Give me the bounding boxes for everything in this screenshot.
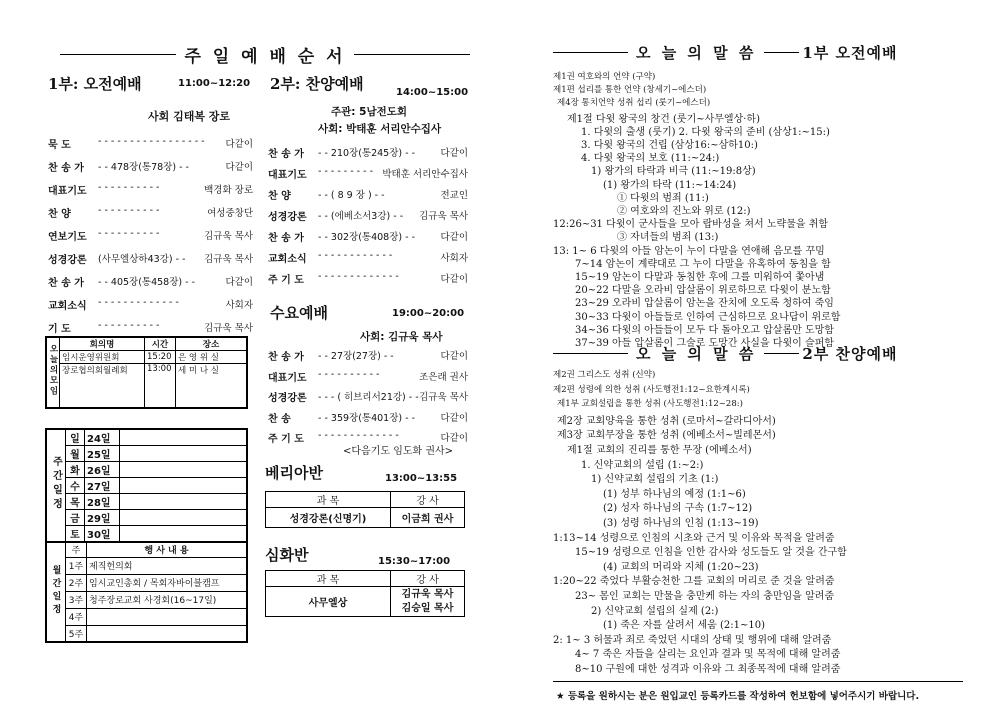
sermon-line: (1) 성부 하나님의 예정 (1:1~6) (603, 488, 746, 500)
weekly-date: 28일 (85, 494, 120, 510)
monthly-header-content: 행 사 내 용 (87, 542, 248, 557)
service2-time: 14:00~15:00 (396, 87, 469, 98)
program-item (48, 205, 253, 220)
program-item-label: 찬 송 가 (268, 233, 304, 244)
program-item-dots: - - - - - - - - - - (98, 182, 160, 193)
program-item-label: 기 도 (48, 324, 71, 335)
program-item-label: 대표기도 (48, 186, 87, 197)
order-of-worship-header (60, 42, 470, 67)
monthly-content (87, 625, 248, 642)
meeting-name: 임시운영위원회 (60, 351, 145, 364)
sermon1-header-title: 오 늘 의 말 씀 (636, 44, 757, 62)
weekly-schedule-table (45, 428, 248, 543)
sermon-line: 제2권 그리스도 성취 (신약) (553, 370, 656, 380)
program-item-dots: - - - - - - - - - - - - - (318, 271, 399, 282)
program-item-value: 백경화 장로 (204, 185, 253, 196)
sermon-line: 1:13~14 성령으로 인침의 시초와 근거 및 이유와 목적을 알려줌 (553, 532, 835, 544)
program-item (48, 136, 253, 151)
program-item-label: 찬 양 (48, 209, 71, 220)
weekly-day: 토 (66, 526, 85, 543)
sermon-line: 4~ 7 죽은 자들을 살리는 요인과 결과 및 목적에 대해 알려줌 (575, 649, 841, 661)
deep-title: 심화반 (265, 546, 309, 564)
deep-teacher: 김규욱 목사 김승일 목사 (391, 587, 465, 617)
sermon-line: 제4장 통치언약 성취 섭리 (룻기~에스더) (557, 98, 711, 109)
program-item (268, 410, 468, 425)
sermon-line: (4) 교회의 머리와 지체 (1:20~23) (603, 561, 759, 573)
program-item-value: 다같이 (440, 148, 468, 159)
monthly-week: 2주 (66, 574, 87, 591)
sermon2-header-service: 2부 찬양예배 (802, 345, 898, 363)
meeting-time: 15:20 (145, 351, 176, 364)
weekly-day: 수 (66, 478, 85, 494)
program-item-value: 다같이 (440, 232, 468, 243)
program-item (268, 271, 468, 286)
monthly-content (87, 608, 248, 625)
program-item-dots: - - - - - - - - - - - - - - - - - (98, 136, 205, 147)
sermon-line: (2) 성자 하나님의 구속 (1:7~12) (603, 503, 753, 515)
wednesday-leader: 사회: 김규욱 목사 (360, 331, 443, 343)
sermon-line: 제1절 다윗 왕국의 창건 (룻기~사무엘상·하) (567, 113, 760, 125)
sermon-line: 제1절 교회의 진리를 통한 무장 (에베소서) (567, 445, 752, 456)
meetings-header-name: 회의명 (60, 337, 145, 351)
weekly-date: 27일 (85, 478, 120, 494)
sermon-line: ③ 자녀들의 범죄 (13:) (617, 232, 719, 244)
program-item (48, 274, 253, 289)
deep-table (265, 570, 465, 617)
notice-divider (553, 681, 963, 682)
monthly-week: 3주 (66, 591, 87, 608)
wednesday-title: 수요예배 (270, 304, 328, 322)
program-item-value: 김규욱 목사 (419, 211, 468, 222)
deep-header-teacher: 강 사 (391, 571, 465, 587)
program-item-label: 성경강론 (48, 255, 87, 266)
sermon-line: 2: 1~ 3 허물과 죄로 죽었던 시대의 상태 및 행위에 대해 알려줌 (553, 634, 832, 646)
sermon-line: 37~39 아들 압살롬이 그술로 도망간 사실을 다윗이 슬퍼함 (575, 338, 834, 349)
meeting-time: 13:00 (145, 364, 176, 408)
service1-time: 11:00~12:20 (178, 78, 251, 89)
weekly-date: 25일 (85, 446, 120, 462)
sermon-line: ① 다윗의 범죄 (11:) (617, 192, 709, 204)
program-item-label: 묵 도 (48, 140, 71, 151)
weekly-content (120, 526, 248, 543)
program-item (48, 251, 253, 266)
monthly-content: 청주장로교회 사경회(16~17일) (87, 591, 248, 608)
weekly-date: 24일 (85, 429, 120, 446)
sermon-line: 3. 다윗 왕국의 건립 (삼상16:~삼하10:) (581, 140, 758, 151)
weekly-day: 목 (66, 494, 85, 510)
program-item-value: 다같이 (440, 433, 468, 444)
program-item-dots: - - - - - - - - - - - - (318, 250, 393, 261)
sermon-line: 제1부 교회설립을 통한 성취 (사도행전1:12~28:) (557, 399, 743, 410)
berea-table (265, 491, 465, 528)
weekly-day: 월 (66, 446, 85, 462)
monthly-side-label: 월간일정 (46, 542, 66, 642)
program-item-label: 연보기도 (48, 232, 87, 243)
program-item-value: 김규욱 목사 (419, 392, 468, 403)
meetings-header-time: 시간 (145, 337, 176, 351)
program-item (268, 145, 468, 160)
sermon-line: 2) 신약교회 설립의 실제 (2:) (591, 605, 719, 617)
sermon1-header-service: 1부 오전예배 (802, 44, 898, 62)
weekly-content (120, 429, 248, 446)
program-item-value: 다같이 (440, 351, 468, 362)
weekly-content (120, 462, 248, 478)
program-item-label: 주 기 도 (268, 275, 304, 286)
program-item-dots: (사무엘상하43강) - - (98, 254, 186, 265)
monthly-week: 5주 (66, 625, 87, 642)
sermon-line: 20~22 다말을 오라비 압살롬이 위로하므로 다윗이 분노함 (575, 285, 831, 297)
weekly-content (120, 494, 248, 510)
monthly-schedule-table (45, 541, 248, 643)
program-item-dots: - - - - - - - - - - - - - (318, 430, 399, 441)
sermon-line: ② 여호와의 진노와 위로 (12:) (617, 206, 751, 217)
program-item-dots: - - 405장(통458장) - - (98, 277, 195, 288)
sermon-line: 제1권 여호와의 언약 (구약) (553, 72, 656, 82)
program-item-label: 찬 송 가 (48, 163, 84, 174)
deep-time: 15:30~17:00 (378, 556, 451, 567)
program-item-label: 찬 송 가 (268, 149, 304, 160)
program-item-dots: - - 302장(통408장) - - (318, 232, 415, 243)
sermon-line: 제1편 섭리를 통한 언약 (창세기~에스더) (553, 85, 707, 96)
program-item (48, 297, 253, 312)
program-item (48, 228, 253, 243)
sermon2-header-title: 오 늘 의 말 씀 (636, 345, 757, 363)
sermon-line: 15~19 암논이 다말과 동침한 후에 그를 미워하여 쫓아냄 (575, 272, 825, 283)
sermon-line: 4. 다윗 왕국의 보호 (11:~24:) (581, 153, 720, 165)
program-item (268, 348, 468, 363)
program-item (268, 369, 468, 384)
program-item (268, 166, 468, 181)
berea-time: 13:00~13:55 (385, 473, 458, 484)
order-of-worship-title: 주 일 예 배 순 서 (184, 47, 346, 67)
sermon-line: 1:20~22 죽었다 부활승천한 그를 교회의 머리로 준 것을 알려줌 (553, 576, 835, 588)
registration-notice: ★ 등록을 원하시는 분은 원입교인 등록카드를 작성하여 헌보함에 넣어주시기 바랍니다. (556, 691, 920, 702)
program-item-value: 김규욱 목사 (204, 323, 253, 334)
program-item-value: 김규욱 목사 (204, 254, 253, 265)
program-item-dots: - - - - - - - - - - - - - (98, 297, 179, 308)
program-item-label: 성경강론 (268, 393, 307, 404)
sermon-line: 34~36 다윗의 아들들이 모두 다 돌아오고 압살롬만 도망함 (575, 324, 834, 336)
program-item-dots: - - - - - - - - - - (318, 368, 380, 380)
program-item-value: 다같이 (225, 162, 253, 173)
berea-header-teacher: 강 사 (391, 492, 465, 508)
berea-header-subject: 과 목 (266, 492, 391, 508)
sermon-line: 1) 왕가의 타락과 비극 (11:~19:8상) (591, 166, 756, 178)
weekly-day: 일 (66, 429, 85, 446)
program-item (268, 389, 468, 404)
service1-title: 1부: 오전예배 (48, 75, 142, 93)
sermon-line: 7~14 암논이 계략대로 그 누이 다말을 유혹하여 동침을 함 (575, 258, 831, 270)
sermon-line: 13: 1~ 6 다윗의 아들 암논이 누이 다말을 연애해 음모를 꾸밈 (553, 245, 825, 257)
program-item-value: 사회자 (225, 300, 253, 311)
sermon-line: (1) 왕가의 타락 (11:~14:24) (603, 179, 737, 191)
program-item (48, 182, 253, 197)
program-item-dots: - - - - - - - - - - (98, 228, 160, 239)
program-item-value: 다같이 (225, 139, 253, 150)
program-item-label: 교회소식 (268, 254, 307, 265)
sermon-line: (3) 성령 하나님의 인침 (1:13~19) (603, 518, 759, 529)
weekly-date: 29일 (85, 510, 120, 526)
monthly-week: 1주 (66, 557, 87, 574)
program-item-label: 대표기도 (268, 372, 307, 384)
weekly-date: 30일 (85, 526, 120, 543)
weekly-content (120, 446, 248, 462)
program-item-value: 박태훈 서리안수집사 (382, 169, 468, 180)
program-item (48, 320, 253, 335)
program-item (268, 250, 468, 265)
deep-subject: 사무엘상 (266, 587, 391, 617)
program-item-dots: - - 210장(통245장) - - (318, 148, 415, 159)
sermon-line: 제2장 교회양육을 통한 성취 (로마서~갈라디아서) (557, 415, 776, 427)
sermon-line: 8~10 구원에 대한 성격과 이유와 그 최종목적에 대해 알려줌 (575, 664, 841, 675)
monthly-content: 제직헌의회 (87, 557, 248, 574)
program-item-label: 대표기도 (268, 170, 307, 181)
sermon-line: 23~29 오라비 압살롬이 암논을 잔치에 오도록 청하여 죽임 (575, 298, 834, 310)
program-item-label: 교회소식 (48, 301, 87, 312)
berea-teacher: 이금희 권사 (391, 508, 465, 528)
weekly-content (120, 510, 248, 526)
meeting-place: 세 미 나 실 (176, 364, 248, 408)
program-item-dots: - - - - - - - - - (318, 166, 374, 177)
weekly-day: 화 (66, 462, 85, 478)
sermon-line: 1) 신약교회 설립의 기초 (1:) (591, 474, 719, 486)
sermon-line: 1. 신약교회의 설립 (1:~2:) (581, 459, 704, 471)
meetings-table (45, 336, 248, 409)
program-item (268, 187, 468, 202)
program-item-label: 찬 양 (268, 191, 291, 202)
program-item (48, 159, 253, 174)
program-item-dots: - - - - - - - - - - (98, 205, 160, 216)
program-item-value: 조은래 권사 (419, 371, 468, 383)
program-item (268, 229, 468, 244)
weekly-content (120, 478, 248, 494)
program-item-dots: - - ( 8 9 장 ) - - (318, 190, 385, 201)
weekly-side-label: 주간일정 (46, 429, 66, 542)
monthly-header-week: 주 (66, 542, 87, 557)
program-item-dots: - - - - - - - - - - (98, 320, 160, 331)
program-item-dots: - - - ( 히브리서21강) - - (318, 392, 419, 403)
program-item-value: 전교인 (440, 190, 468, 201)
program-item-dots: - - 478장(통78장) - - (98, 162, 189, 173)
sermon-line: 30~33 다윗이 아들들로 인하여 근심하므로 요나답이 위로함 (575, 311, 841, 323)
meeting-place: 은 영 위 실 (176, 351, 248, 364)
monthly-content: 임시교인총회 / 목회자바이블캠프 (87, 574, 248, 591)
sermon-line: 23~ 몸인 교회는 만물을 충만케 하는 자의 충만임을 알려줌 (575, 591, 835, 602)
program-item-dots: - - 359장(통401장) - - (318, 412, 415, 424)
sermon-line: 제2편 성령에 의한 성취 (사도행전1:12~요한계시록) (553, 384, 750, 395)
program-item-label: 성경강론 (268, 212, 307, 223)
program-item-label: 찬 송 가 (48, 278, 84, 289)
sermon1-header (553, 42, 933, 63)
wednesday-time: 19:00~20:00 (392, 308, 465, 319)
service2-host: 주관: 5남전도회 (331, 106, 408, 118)
sermon-line: (1) 죽은 자를 살려서 세움 (2:1~10) (603, 620, 765, 632)
weekly-day: 금 (66, 510, 85, 526)
program-item-value: 여성중창단 (207, 208, 253, 219)
meeting-name: 장로협의회월례회 (60, 364, 145, 408)
program-item-dots: - - (에베소서3강) - - (318, 211, 404, 222)
program-item-value: 다같이 (440, 274, 468, 285)
sermon-line: 12:26~31 다윗이 군사들을 모아 랍바성을 쳐서 노략물을 취함 (553, 219, 829, 231)
sermon2-header (553, 343, 933, 364)
program-item-label: 주 기 도 (268, 434, 304, 445)
program-item (268, 208, 468, 223)
meetings-side-label: 오늘의모임 (46, 337, 60, 408)
service1-leader: 사회 김태복 장로 (148, 110, 231, 123)
wednesday-next-prayer: <다음기도 임도화 권사> (343, 446, 454, 457)
program-item-value: 사회자 (440, 253, 468, 264)
berea-title: 베리아반 (265, 464, 323, 482)
sermon-line: 제3장 교회무장을 통한 성취 (에베소서~빌레몬서) (557, 430, 776, 442)
berea-subject: 성경강론(신명기) (266, 508, 391, 528)
program-item-value: 김규욱 목사 (204, 231, 253, 242)
sermon-line: 1. 다윗의 출생 (룻기) 2. 다윗 왕국의 준비 (삼상1:~15:) (581, 126, 830, 138)
monthly-week: 4주 (66, 608, 87, 625)
service2-title: 2부: 찬양예배 (270, 75, 364, 93)
program-item-value: 다같이 (440, 412, 468, 424)
program-item-label: 찬 송 (268, 413, 291, 425)
weekly-date: 26일 (85, 462, 120, 478)
program-item-label: 찬 송 가 (268, 352, 304, 363)
program-item-dots: - - 27장(27장) - - (318, 351, 394, 362)
service2-leader: 사회: 박태훈 서리안수집사 (318, 123, 442, 135)
program-item-value: 다같이 (225, 277, 253, 288)
meetings-header-place: 장소 (176, 337, 248, 351)
sermon-line: 15~19 성령으로 인침을 인한 감사와 성도들도 알 것을 간구함 (575, 547, 847, 559)
deep-header-subject: 과 목 (266, 571, 391, 587)
